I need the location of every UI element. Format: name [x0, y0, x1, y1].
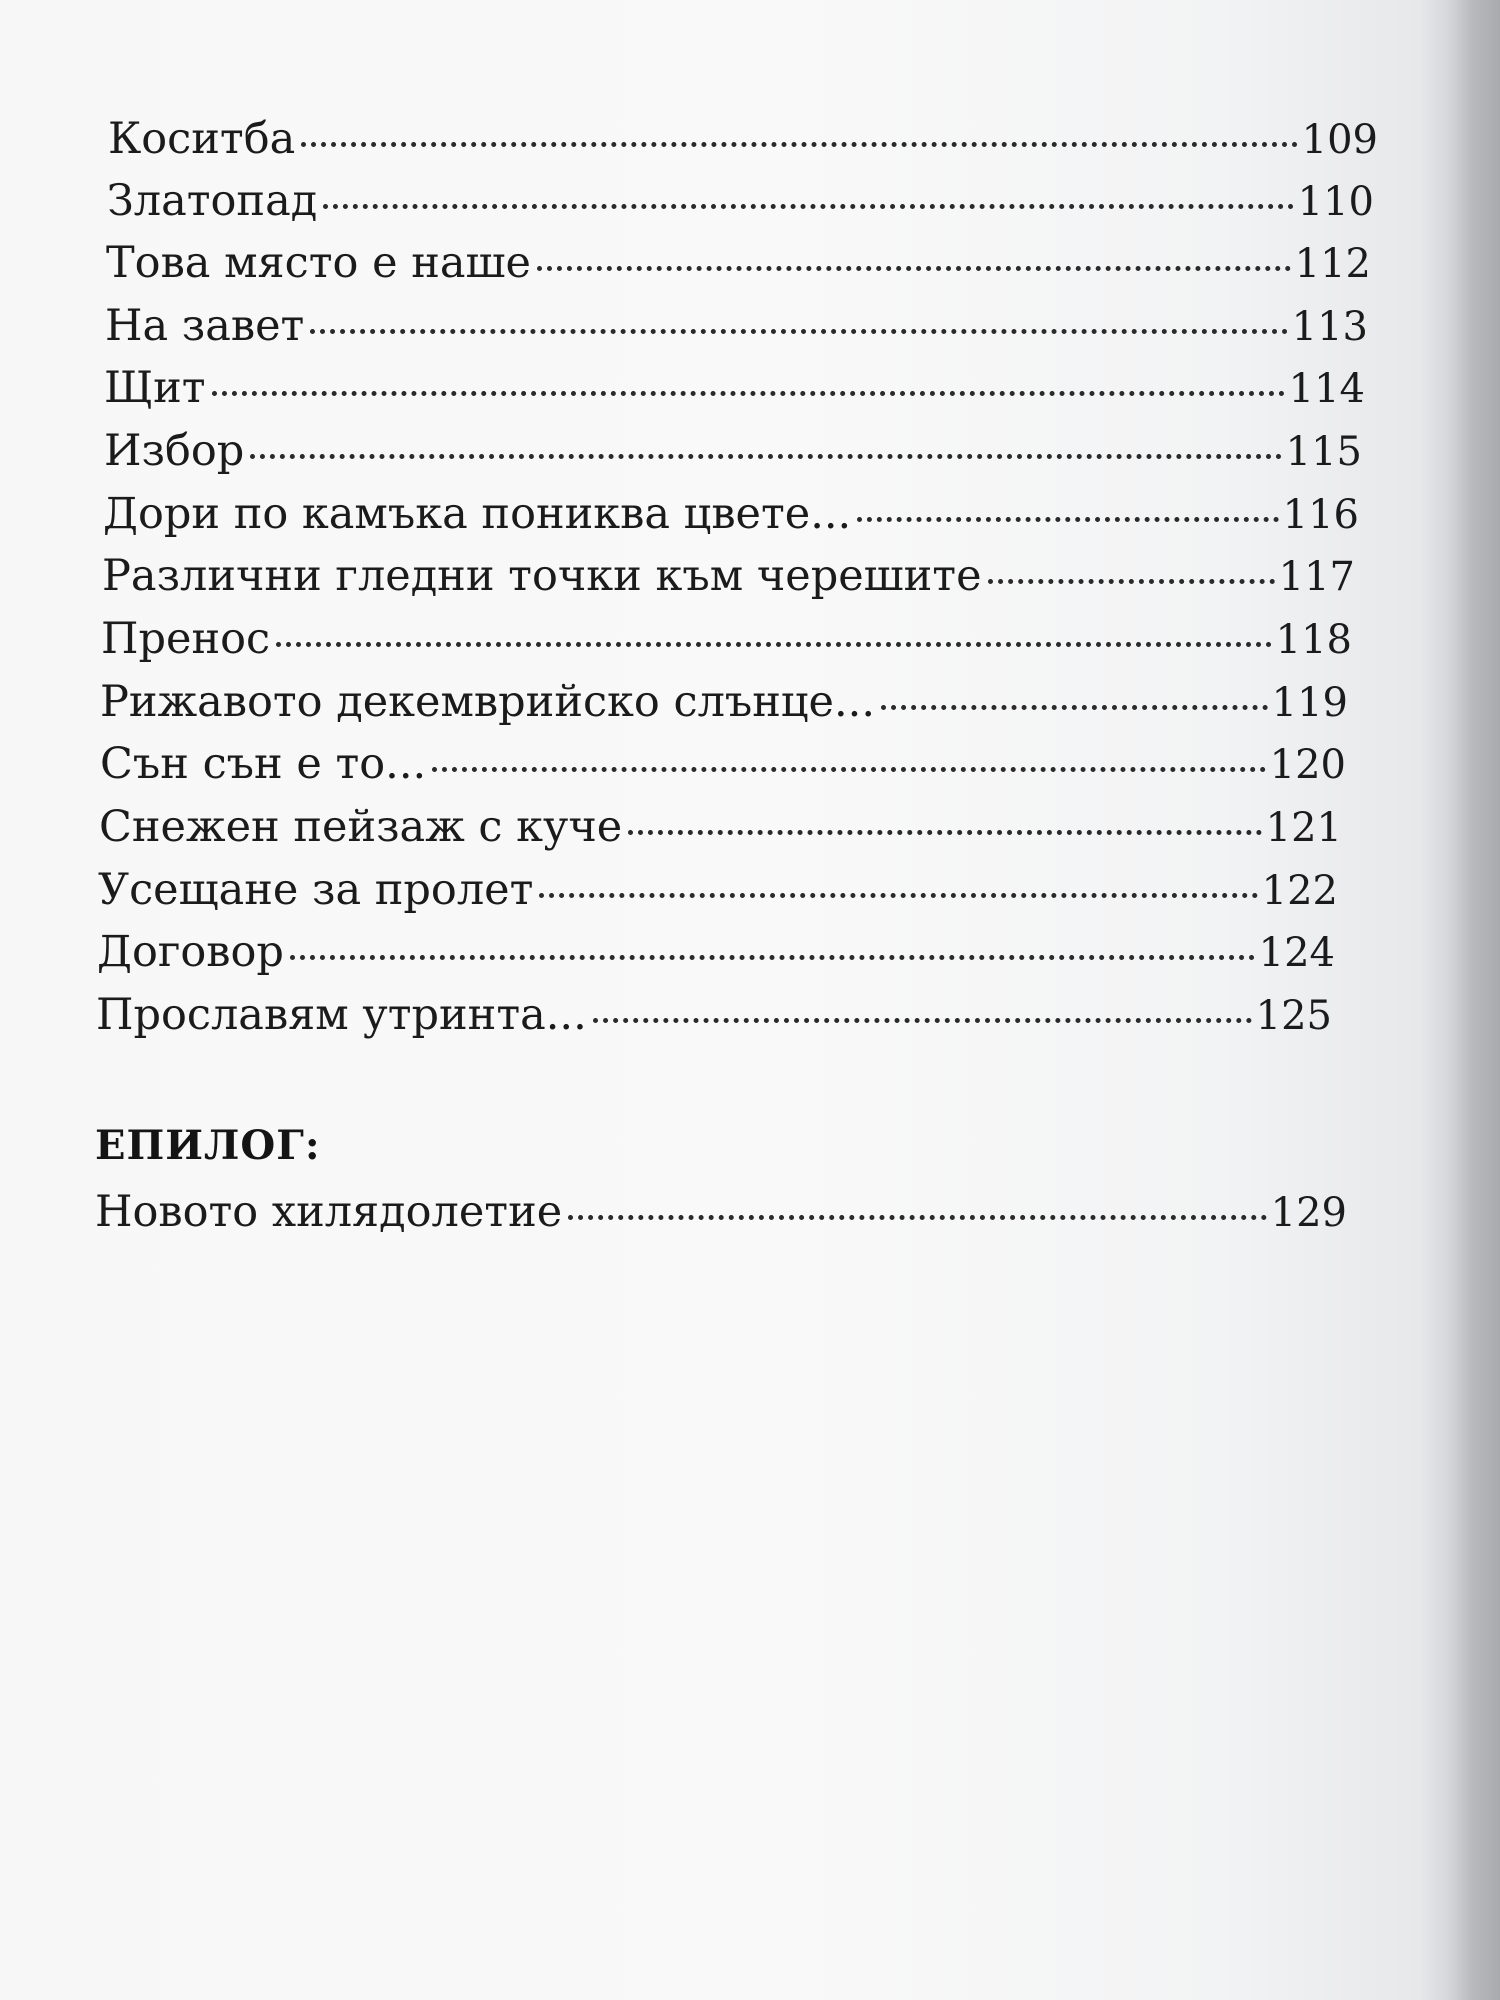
toc-entry-title: Различни гледни точки към черешите: [102, 551, 982, 601]
dot-leader: [310, 329, 1287, 334]
toc-entry-title: Пренос: [101, 614, 271, 664]
toc-entry: [96, 988, 1332, 1043]
toc-entry: [108, 112, 1378, 167]
dot-leader: [323, 204, 1293, 209]
toc-entry: [103, 487, 1359, 542]
dot-leader: [276, 642, 1272, 647]
toc-entry-page: 117: [1278, 554, 1355, 600]
toc-entry-page: 121: [1265, 805, 1342, 851]
dot-leader: [988, 579, 1275, 584]
toc-entry-page: 109: [1301, 117, 1378, 163]
toc-entry-title: Избор: [104, 426, 245, 476]
toc-entry-page: 116: [1282, 492, 1359, 538]
toc-entry: [99, 800, 1342, 855]
toc-entry-title: Златопад: [107, 176, 318, 226]
dot-leader: [628, 830, 1261, 835]
toc-entry: [98, 863, 1338, 918]
toc-entry-page: 113: [1291, 304, 1368, 350]
toc-entry: [106, 236, 1371, 291]
dot-leader: [881, 705, 1268, 710]
toc-entry-page: 119: [1271, 680, 1348, 726]
epilogue-heading: ЕПИЛОГ:: [95, 1122, 321, 1169]
dot-leader: [432, 767, 1265, 772]
toc-entry-title: Това място е наше: [106, 238, 531, 288]
toc-entry-page: 129: [1270, 1190, 1347, 1236]
toc-entry: [107, 174, 1374, 229]
dot-leader: [290, 955, 1255, 960]
dot-leader: [537, 266, 1291, 271]
toc-entry-page: 115: [1285, 429, 1362, 475]
toc-entry-title: Договор: [97, 927, 284, 977]
toc-entry-title: Дори по камъка пониква цвете...: [103, 489, 852, 539]
toc-entry-page: 122: [1261, 868, 1338, 914]
dot-leader: [593, 1018, 1252, 1023]
toc-entry-page: 112: [1294, 241, 1371, 287]
toc-entry: [101, 612, 1352, 667]
toc-entry: [104, 361, 1365, 416]
dot-leader: [212, 391, 1285, 396]
dot-leader: [568, 1215, 1266, 1220]
toc-entry-title: Прославям утринта...: [96, 990, 587, 1040]
toc-entry-title: Усещане за пролет: [98, 865, 534, 915]
toc-entry: [102, 549, 1355, 604]
toc-entry-page: 124: [1258, 930, 1335, 976]
toc-entry-title: На завет: [105, 301, 305, 351]
toc-entry: [95, 1185, 1347, 1240]
toc-entry: [105, 299, 1368, 354]
toc-entry: [104, 424, 1362, 479]
toc-entry-page: 110: [1297, 179, 1374, 225]
toc-entry-title: Новото хилядолетие: [95, 1187, 563, 1237]
dot-leader: [301, 142, 1297, 147]
toc-entry: [100, 737, 1346, 792]
dot-leader: [250, 454, 1281, 459]
toc-entry-page: 125: [1255, 993, 1332, 1039]
toc-entry-title: Коситба: [108, 114, 296, 164]
toc-entry: [100, 675, 1348, 730]
dot-leader: [539, 893, 1257, 898]
dot-leader: [857, 517, 1278, 522]
toc-entry-page: 120: [1269, 742, 1346, 788]
toc-entry-title: Снежен пейзаж с куче: [99, 802, 623, 852]
toc-entry-page: 118: [1275, 617, 1352, 663]
toc-entry-title: Рижавото декемврийско слънце...: [100, 677, 876, 727]
toc-entry: [97, 925, 1335, 980]
toc-entry-page: 114: [1288, 366, 1365, 412]
toc-entry-title: Щит: [104, 363, 206, 413]
toc-entry-title: Сън сън е то...: [100, 739, 427, 789]
